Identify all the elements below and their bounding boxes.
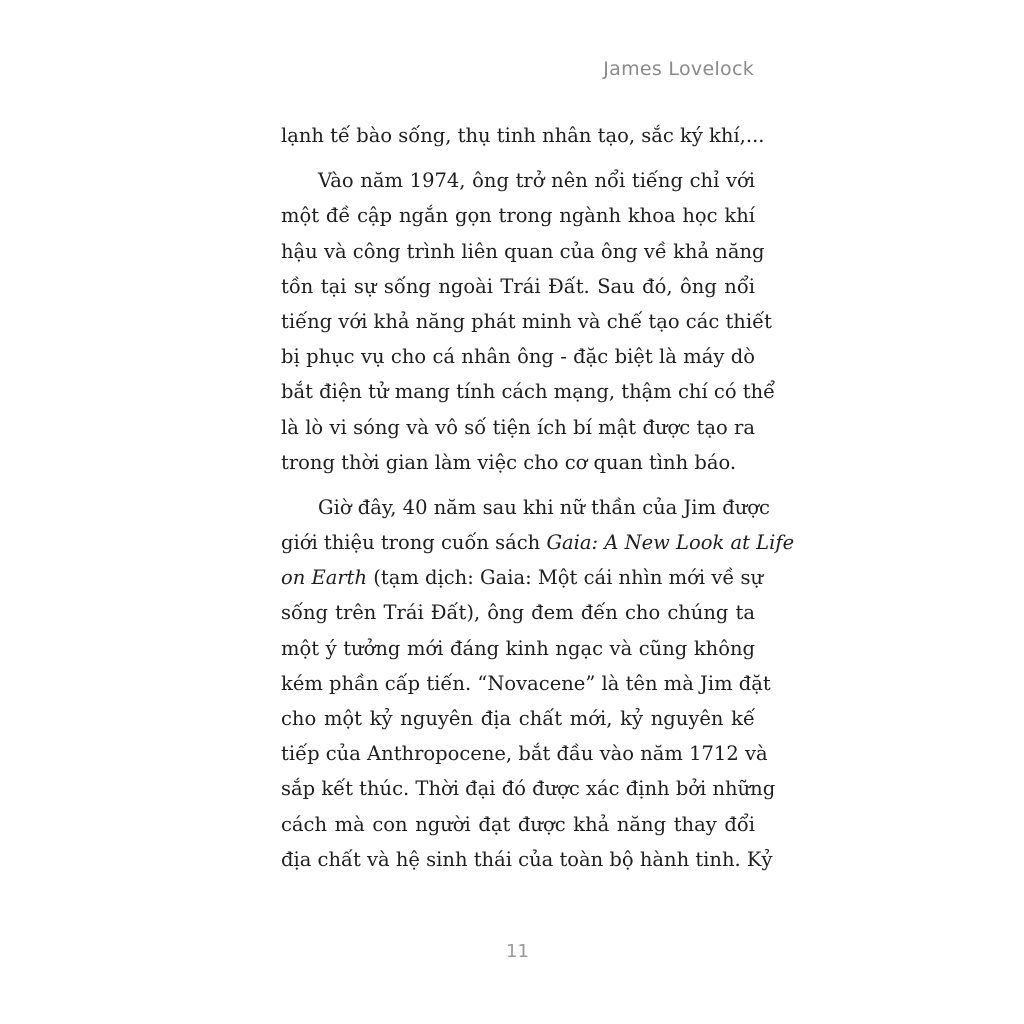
text-run: (tạm dịch: Gaia: Một cái nhìn mới về sự	[367, 566, 764, 590]
text-line: hậu và công trình liên quan của ông về khả năng	[281, 239, 765, 263]
text-line: bị phục vụ cho cá nhân ông - đặc biệt là máy dò	[281, 345, 755, 369]
text-line	[281, 560, 764, 595]
text-line: địa chất và hệ sinh thái của toàn bộ hành tinh. Kỷ	[281, 847, 773, 871]
paragraph-2	[281, 163, 776, 480]
running-header-author: James Lovelock	[603, 58, 754, 80]
text-line: một đề cập ngắn gọn trong ngành khoa học khí	[281, 204, 755, 228]
text-run: giới thiệu trong cuốn sách	[281, 531, 547, 555]
text-line: là lò vi sóng và vô số tiện ích bí mật được tạo ra	[281, 415, 755, 439]
paragraph-1	[281, 118, 765, 153]
text-line: Vào năm 1974, ông trở nên nổi tiếng chỉ với	[318, 169, 755, 193]
text-line: Giờ đây, 40 năm sau khi nữ thần của Jim được	[318, 495, 770, 519]
text-line: sống trên Trái Đất), ông đem đến cho chúng ta	[281, 601, 755, 625]
text-line: tiếng với khả năng phát minh và chế tạo các thiết	[281, 309, 772, 333]
body-text	[281, 118, 795, 877]
book-title-italic: on Earth	[281, 566, 368, 590]
book-title-italic: Gaia: A New Look at Life	[546, 531, 795, 555]
text-line: cho một kỷ nguyên địa chất mới, kỷ nguyên kế	[281, 707, 755, 730]
text-line: kém phần cấp tiến. “Novacene” là tên mà Jim đặt	[281, 671, 771, 695]
text-line: lạnh tế bào sống, thụ tinh nhân tạo, sắc ký khí,...	[281, 124, 765, 147]
text-line: tồn tại sự sống ngoài Trái Đất. Sau đó, ông nổi	[281, 274, 755, 298]
text-line	[281, 525, 795, 560]
text-line: bắt điện tử mang tính cách mạng, thậm chí có thể	[281, 380, 776, 404]
text-line: một ý tưởng mới đáng kinh ngạc và cũng không	[281, 636, 755, 660]
text-line: tiếp của Anthropocene, bắt đầu vào năm 1712 và	[281, 742, 768, 766]
page-number: 11	[506, 941, 529, 962]
paragraph-3	[281, 490, 795, 877]
text-line: sắp kết thúc. Thời đại đó được xác định bởi những	[281, 777, 776, 801]
text-line: cách mà con người đạt được khả năng thay đổi	[281, 812, 755, 836]
text-line: trong thời gian làm việc cho cơ quan tình báo.	[281, 450, 737, 474]
